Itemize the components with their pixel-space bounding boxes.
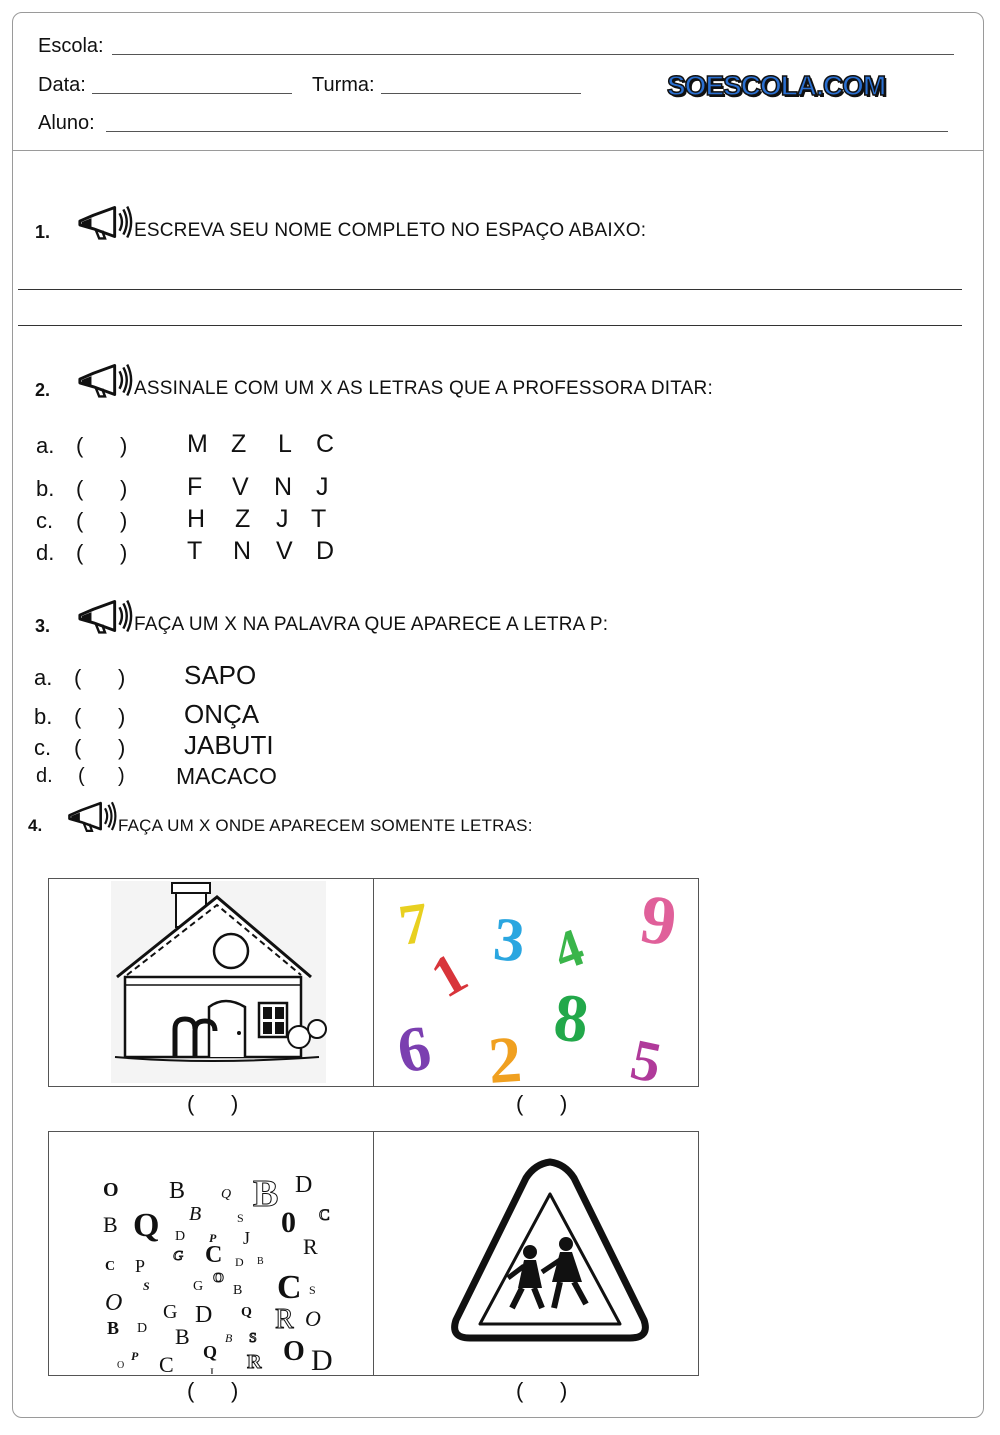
answer-box[interactable]: ( ) — [74, 704, 126, 729]
letter-glyph: D — [195, 1302, 213, 1328]
answer-box[interactable]: ( ) — [516, 1091, 568, 1116]
letter: L — [278, 430, 292, 458]
letter-glyph: D — [137, 1321, 148, 1336]
letter-glyph: Q — [203, 1342, 218, 1362]
number-glyph: 6 — [392, 1011, 436, 1085]
option-label: b. — [36, 476, 55, 501]
colored-numbers — [374, 879, 697, 1085]
answer-box[interactable]: ( ) — [187, 1091, 239, 1116]
letter-glyph: Q — [241, 1305, 252, 1320]
letter-glyph: C — [319, 1207, 330, 1224]
house-drawing — [49, 879, 372, 1085]
letter-glyph: B — [253, 1173, 279, 1215]
answer-box[interactable]: ( ) — [74, 665, 126, 690]
option-label: d. — [36, 765, 53, 787]
option-label: a. — [36, 433, 55, 458]
speaker-icon[interactable] — [76, 597, 134, 637]
letter: D — [316, 537, 335, 565]
q1-answer-line-2[interactable] — [18, 325, 962, 326]
letter-glyph: 0 — [281, 1206, 296, 1239]
class-label: Turma: — [312, 74, 375, 96]
letter: H — [187, 505, 206, 533]
letter-glyph: C — [159, 1352, 174, 1374]
letter-glyph: B — [257, 1256, 264, 1267]
date-label: Data: — [38, 74, 86, 96]
letter-glyph: B — [175, 1324, 190, 1349]
q1-number: 1. — [35, 222, 51, 242]
answer-box[interactable]: ( ) — [78, 765, 125, 787]
letter-glyph: G — [163, 1301, 178, 1323]
letter-glyph: P — [131, 1349, 139, 1363]
letter-glyph: O — [213, 1271, 224, 1286]
letter-glyph: D — [295, 1172, 313, 1198]
letter-glyph: C — [105, 1259, 116, 1274]
word-option: SAPO — [184, 660, 257, 690]
scattered-letters — [49, 1132, 372, 1374]
letter-glyph: B — [103, 1212, 118, 1237]
letter-glyph: J — [209, 1365, 214, 1374]
answer-box[interactable]: ( ) — [76, 508, 128, 533]
number-glyph: 1 — [420, 939, 478, 1011]
answer-box[interactable]: ( ) — [187, 1378, 239, 1403]
date-field[interactable] — [92, 93, 292, 94]
answer-box[interactable]: ( ) — [76, 540, 128, 565]
letter-glyph: D — [311, 1344, 333, 1374]
number-glyph: 2 — [485, 1022, 524, 1085]
q3-text: FAÇA UM X NA PALAVRA QUE APARECE A LETRA P: — [134, 614, 609, 635]
letter: Z — [231, 430, 247, 458]
speaker-icon[interactable] — [76, 203, 134, 243]
letter-glyph: B — [107, 1318, 120, 1338]
letter-glyph: S — [249, 1331, 257, 1346]
q4-number: 4. — [28, 816, 43, 835]
letter-glyph: B — [169, 1178, 186, 1204]
word-option: MACACO — [176, 763, 277, 789]
letter-glyph: P — [135, 1256, 146, 1276]
numbers-image-cell[interactable] — [373, 878, 699, 1087]
option-label: b. — [34, 704, 53, 729]
option-label: c. — [36, 508, 54, 533]
answer-box[interactable]: ( ) — [76, 476, 128, 501]
q2-text: ASSINALE COM UM X AS LETRAS QUE A PROFESSORA DITAR: — [134, 378, 713, 399]
q1-answer-line-1[interactable] — [18, 289, 962, 290]
letter-glyph: B — [233, 1283, 243, 1298]
letter-glyph: O — [283, 1336, 305, 1367]
letter-glyph: R — [275, 1304, 294, 1335]
letter-glyph: J — [243, 1228, 251, 1248]
letter-glyph: G — [173, 1249, 184, 1264]
letter-glyph: Q — [221, 1187, 232, 1202]
q1-text: ESCREVA SEU NOME COMPLETO NO ESPAÇO ABAIXO: — [134, 220, 647, 241]
number-glyph: 8 — [550, 978, 593, 1058]
number-glyph: 9 — [635, 880, 682, 962]
letter-glyph: D — [175, 1229, 186, 1244]
letter-glyph: P — [209, 1231, 217, 1245]
speaker-icon[interactable] — [66, 799, 118, 835]
letter-glyph: S — [237, 1211, 244, 1225]
letter: J — [276, 505, 289, 533]
number-glyph: 5 — [625, 1026, 668, 1085]
letter: V — [276, 537, 293, 565]
letter-glyph: Q — [133, 1207, 160, 1244]
letter: F — [187, 473, 203, 501]
number-glyph: 3 — [490, 905, 528, 976]
letter-glyph: O — [105, 1290, 123, 1316]
option-label: a. — [34, 665, 53, 690]
letter: N — [233, 537, 252, 565]
sign-image-cell[interactable] — [373, 1131, 699, 1376]
number-glyph: 7 — [394, 889, 433, 958]
letter: Z — [235, 505, 251, 533]
letter: J — [316, 473, 329, 501]
q2-number: 2. — [35, 380, 51, 400]
student-label: Aluno: — [38, 112, 95, 134]
letter: T — [311, 505, 327, 533]
option-label: c. — [34, 735, 52, 760]
letter-glyph: O — [305, 1306, 321, 1331]
option-label: d. — [36, 540, 55, 565]
answer-box[interactable]: ( ) — [516, 1378, 568, 1403]
letter-glyph: R — [247, 1351, 262, 1373]
letter: M — [187, 430, 208, 458]
class-field[interactable] — [381, 93, 581, 94]
letter-glyph: B — [225, 1331, 233, 1345]
letter-glyph: R — [303, 1234, 318, 1259]
letter-glyph: B — [189, 1203, 202, 1225]
speaker-icon[interactable] — [76, 361, 134, 401]
school-crossing-sign — [374, 1132, 697, 1374]
letters-image-cell[interactable] — [48, 1131, 374, 1376]
letter: N — [274, 473, 293, 501]
word-option: ONÇA — [184, 699, 260, 729]
letter-glyph: C — [277, 1269, 302, 1306]
number-glyph: 4 — [545, 916, 592, 983]
school-label: Escola: — [38, 35, 104, 57]
site-logo: SOESCOLA.COM — [667, 70, 886, 101]
q3-number: 3. — [35, 616, 51, 636]
letter-glyph: O — [117, 1360, 125, 1371]
letter: T — [187, 537, 203, 565]
letter-glyph: S — [309, 1283, 316, 1297]
letter: V — [232, 473, 249, 501]
letter-glyph: D — [235, 1255, 244, 1269]
letter-glyph: G — [193, 1279, 204, 1294]
letter: C — [316, 430, 335, 458]
word-option: JABUTI — [184, 730, 274, 760]
student-field[interactable] — [106, 131, 948, 132]
answer-box[interactable]: ( ) — [76, 433, 128, 458]
header-divider — [12, 150, 984, 151]
house-image-cell[interactable] — [48, 878, 374, 1087]
answer-box[interactable]: ( ) — [74, 735, 126, 760]
q4-text: FAÇA UM X ONDE APARECEM SOMENTE LETRAS: — [118, 816, 533, 835]
school-field[interactable] — [112, 54, 954, 55]
letter-glyph: O — [103, 1179, 119, 1201]
letter-glyph: C — [205, 1242, 223, 1268]
letter-glyph: S — [143, 1279, 150, 1293]
